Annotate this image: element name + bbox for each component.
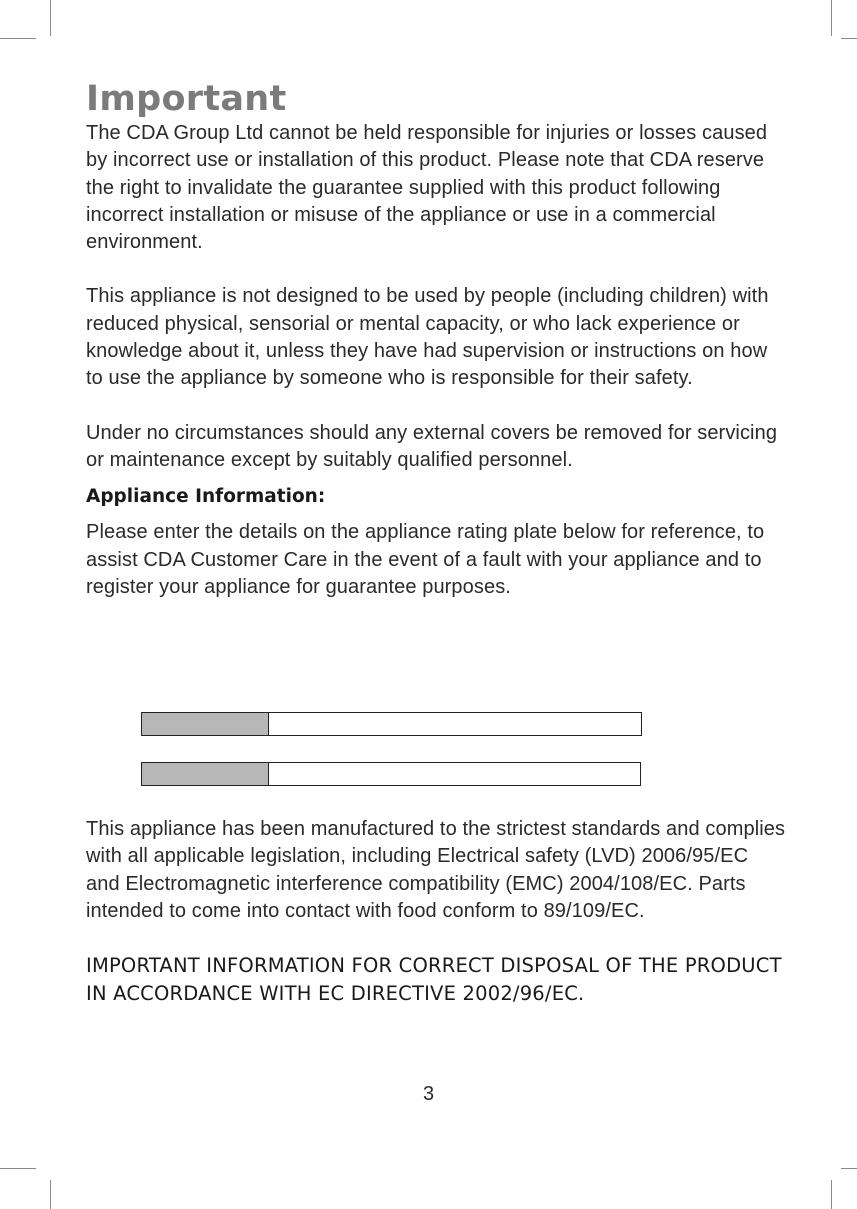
usage-restriction-paragraph: This appliance is not designed to be used by people (including children) with reduced physical, sensorial or mental capacity, or who lack experience or knowledge about it, unless they have had supervision or instructions on how to use the appliance by someone who is responsible for their safety. <box>86 285 769 390</box>
disposal-heading: IMPORTANT INFORMATION FOR CORRECT DISPOSAL OF THE PRODUCT IN ACCORDANCE WITH EC DIRECTIVE 2002/96/EC. <box>86 954 782 1005</box>
crop-mark-bottom-right-vertical <box>831 1180 832 1209</box>
crop-mark-bottom-right-horizontal <box>841 1168 857 1169</box>
crop-mark-top-right-vertical <box>831 0 832 36</box>
rating-plate-field-1-value[interactable] <box>269 713 641 735</box>
crop-mark-bottom-left-horizontal <box>0 1168 36 1169</box>
page-title: Important <box>86 79 287 119</box>
servicing-paragraph: Under no circumstances should any external covers be removed for servicing or maintenance except by suitably qualified personnel. <box>86 421 778 471</box>
appliance-info-heading: Appliance Information: <box>86 486 326 508</box>
page-body-lower <box>86 816 786 1007</box>
rating-plate-field-2 <box>141 762 641 786</box>
rating-plate-field-1-label <box>142 713 269 735</box>
compliance-paragraph: This appliance has been manufactured to the strictest standards and complies with all applicable legislation, including Electrical safety (LVD) 2006/95/EC and Electromagnetic interference compatibility (EMC) 2004/108/EC. Parts intended to come into contact with food conform to 89/109/EC. <box>86 818 786 922</box>
crop-mark-top-right-horizontal <box>841 38 857 39</box>
rating-plate-field-2-label <box>142 763 269 785</box>
page-number: 3 <box>422 1083 435 1105</box>
rating-plate-field-2-value[interactable] <box>269 763 640 785</box>
rating-plate-field-1 <box>141 712 642 736</box>
liability-paragraph: The CDA Group Ltd cannot be held responsible for injuries or losses caused by incorrect use or installation of this product. Please note that CDA reserve the right to invalidate the guarantee supplied with this product following incorrect installation or misuse of the appliance or use in a commercial environment. <box>86 122 768 254</box>
crop-mark-top-left-horizontal <box>0 38 36 39</box>
page-body <box>86 78 786 601</box>
crop-mark-top-left-vertical <box>50 0 51 36</box>
crop-mark-bottom-left-vertical <box>50 1180 51 1209</box>
appliance-info-paragraph: Please enter the details on the appliance rating plate below for reference, to assist CDA Customer Care in the event of a fault with your appliance and to register your appliance for guarantee purposes. <box>86 521 765 598</box>
